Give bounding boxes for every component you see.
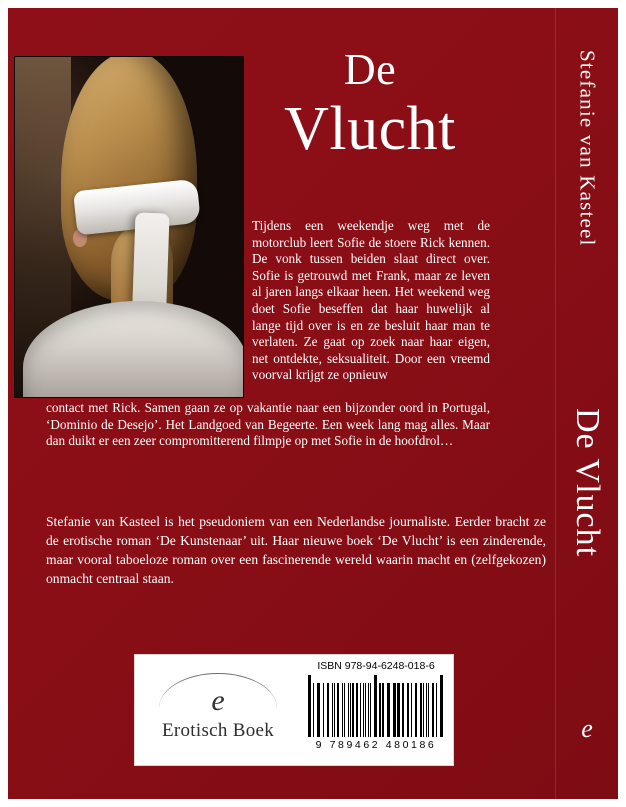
publisher-e-icon: e [211,684,225,717]
spine-author [556,50,618,350]
blurb-wide-continuation [46,400,490,450]
spine-title [556,408,618,668]
spine-publisher-icon: e [581,714,593,743]
publisher-swoosh-icon [159,673,277,708]
isbn-label: ISBN 978-94-6248-018-6 [317,660,435,672]
page-edge-top [0,0,626,8]
blurb-right-column [252,218,490,384]
title-line-1: De [343,45,397,94]
title-line-2: Vlucht [284,95,456,163]
spine-author-text: Stefanie van Kasteel [575,50,600,247]
blurb-right-text: Tijdens een weekendje weg met de motorclub leert Sofie de stoere Rick kennen. De vonk tussen beiden slaat direct over. Sofie is getrouwd met Frank, maar ze leven al jaren langs elkaar heen. Het weekend weg doet Sofie beseffen dat haar huwelijk al lange tijd over is en ze besluit haar man te verlaten. Ze gaat op zoek naar haar eigen, net ontdekte, seksualiteit. Door een vreemd voorval krijgt ze opnieuw [252,218,490,383]
publisher-name: Erotisch Boek [161,720,275,741]
publisher-logo [135,655,301,765]
cover-photo [14,56,244,398]
spine-title-text: De Vlucht [569,408,606,558]
page-edge-right [618,0,626,807]
publisher-barcode-box [134,654,454,766]
page-edge-left [0,0,8,807]
page-edge-bottom [0,799,626,807]
author-bio-text: Stefanie van Kasteel is het pseudoniem van een Nederlandse journaliste. Eerder bracht ze de erotische roman ‘De Kunstenaar’ uit. Haar nieuwe boek ‘De Vlucht’ is een zinderende, maar vooral taboeloze roman over een fascinerende wereld waarin macht en (zelfgekozen) onmacht centraal staan. [46,514,546,586]
barcode-bars [308,675,444,737]
barcode-digits: 9 789462 480186 [315,739,437,751]
author-bio [46,512,546,588]
book-spine [555,8,618,799]
blurb-wide-text: contact met Rick. Samen gaan ze op vakantie naar een bijzonder oord in Portugal, ‘Dominio de Desejo’. Het Landgoed van Begeerte. Een week lang mag alles. Maar dan duikt er een zeer compromitterend filmpje op met Sofie in de hoofdrol… [46,400,490,449]
book-title [250,44,490,162]
barcode-block [301,655,451,765]
